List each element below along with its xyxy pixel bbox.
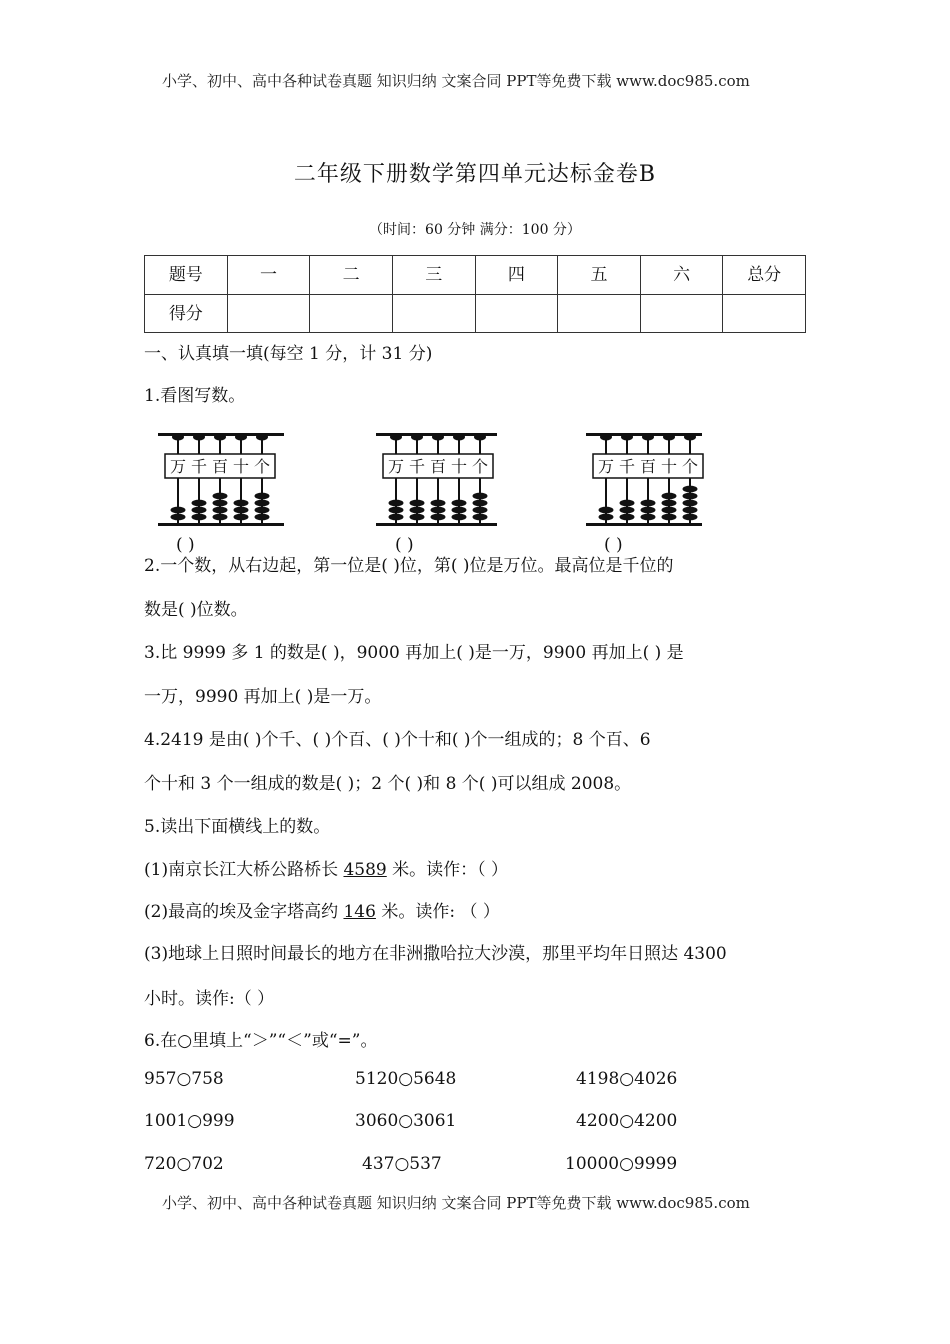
abacus-bead: [620, 507, 635, 514]
abacus-top-bead: [642, 434, 654, 441]
abacus-place-label: 万: [597, 457, 615, 476]
compare-item[interactable]: 957○758: [144, 1069, 224, 1089]
part-2-answer: 米。读作: （ ）: [375, 902, 500, 922]
abacus-figure-1: [150, 425, 290, 535]
abacus-top-bead: [235, 434, 247, 441]
question-3-line-2: 一万，9990 再加上( )是一万。: [144, 687, 382, 707]
score-cell: 三: [392, 256, 475, 295]
score-input-cell[interactable]: [310, 294, 393, 333]
score-input-cell[interactable]: [475, 294, 558, 333]
abacus-bead: [389, 514, 404, 521]
abacus-place-label: 千: [190, 457, 208, 476]
abacus-bead: [213, 507, 228, 514]
abacus-bead: [171, 514, 186, 521]
abacus-bead: [641, 500, 656, 507]
score-cell: 六: [640, 256, 723, 295]
part-1-answer: 米。读作：（ ）: [386, 860, 509, 880]
score-input-cell[interactable]: [558, 294, 641, 333]
abacus-bead: [410, 500, 425, 507]
abacus-place-label: 十: [450, 457, 468, 476]
abacus-answer-blank-2[interactable]: ( ): [395, 535, 414, 555]
score-cell: 五: [558, 256, 641, 295]
abacus-bottom-bar: [376, 523, 497, 526]
question-4-line-2: 个十和 3 个一组成的数是( )；2 个( )和 8 个( )可以组成 2008。: [144, 774, 632, 794]
score-cell: 四: [475, 256, 558, 295]
score-table-header-row: [145, 256, 806, 295]
question-2-line-2: 数是( )位数。: [144, 600, 248, 620]
abacus-bead: [255, 493, 270, 500]
abacus-place-label: 百: [211, 457, 229, 476]
abacus-bead: [234, 500, 249, 507]
abacus-place-label: 个: [471, 457, 489, 476]
abacus-bead: [213, 493, 228, 500]
abacus-answer-blank-1[interactable]: ( ): [176, 535, 195, 555]
abacus-top-bead: [193, 434, 205, 441]
abacus-figure-3: [578, 425, 708, 535]
abacus-bead: [683, 500, 698, 507]
abacus-answer-blank-3[interactable]: ( ): [604, 535, 623, 555]
abacus-bead: [213, 514, 228, 521]
question-1: 1.看图写数。: [144, 386, 246, 406]
page-header: 小学、初中、高中各种试卷真题 知识归纳 文案合同 PPT等免费下载 www.doc985.com: [162, 72, 750, 90]
section-heading: 一、认真填一填(每空 1 分，计 31 分): [144, 344, 433, 364]
score-cell: 总分: [723, 256, 806, 295]
part-2-text: (2)最高的埃及金字塔高约: [144, 902, 344, 922]
question-5-part-3-line-2: 小时。读作:（ ）: [144, 989, 275, 1009]
score-input-cell[interactable]: [723, 294, 806, 333]
score-cell: 题号: [145, 256, 228, 295]
abacus-bead: [662, 514, 677, 521]
abacus-bead: [620, 500, 635, 507]
abacus-bead: [662, 507, 677, 514]
abacus-top-bead: [390, 434, 402, 441]
abacus-bead: [171, 507, 186, 514]
compare-item[interactable]: 1001○999: [144, 1111, 235, 1131]
abacus-place-label: 十: [660, 457, 678, 476]
abacus-place-label: 万: [387, 457, 405, 476]
abacus-bead: [452, 507, 467, 514]
abacus-bead: [431, 514, 446, 521]
abacus-bead: [641, 514, 656, 521]
compare-item[interactable]: 4198○4026: [576, 1069, 678, 1089]
abacus-top-bead: [474, 434, 486, 441]
score-table: [144, 255, 806, 333]
abacus-bead: [683, 514, 698, 521]
abacus-bead: [389, 507, 404, 514]
abacus-place-label: 百: [639, 457, 657, 476]
abacus-bead: [410, 514, 425, 521]
abacus-bottom-bar: [586, 523, 702, 526]
abacus-bead: [192, 507, 207, 514]
abacus-bead: [599, 507, 614, 514]
abacus-bead: [683, 507, 698, 514]
score-cell: 得分: [145, 294, 228, 333]
abacus-bead: [452, 500, 467, 507]
abacus-place-label: 千: [618, 457, 636, 476]
abacus-place-label: 万: [169, 457, 187, 476]
score-input-cell[interactable]: [392, 294, 475, 333]
question-5-part-3-line-1: (3)地球上日照时间最长的地方在非洲撒哈拉大沙漠，那里平均年日照达 4300: [144, 944, 727, 964]
abacus-place-label: 个: [681, 457, 699, 476]
part-1-number: 4589: [343, 860, 387, 880]
abacus-bead: [473, 493, 488, 500]
compare-item[interactable]: 10000○9999: [565, 1154, 678, 1174]
abacus-top-bead: [453, 434, 465, 441]
part-2-number: 146: [343, 902, 376, 922]
abacus-bead: [599, 514, 614, 521]
abacus-top-bead: [600, 434, 612, 441]
abacus-bead: [473, 507, 488, 514]
abacus-bead: [683, 493, 698, 500]
score-input-cell[interactable]: [227, 294, 310, 333]
abacus-bead: [473, 514, 488, 521]
abacus-top-bead: [256, 434, 268, 441]
abacus-top-bead: [684, 434, 696, 441]
abacus-bead: [192, 500, 207, 507]
abacus-bead: [213, 500, 228, 507]
abacus-top-bead: [411, 434, 423, 441]
abacus-bead: [662, 500, 677, 507]
score-cell: 一: [227, 256, 310, 295]
abacus-bead: [620, 514, 635, 521]
question-6-title: 6.在○里填上“＞”“＜”或“=”。: [144, 1031, 378, 1051]
abacus-bead: [255, 500, 270, 507]
score-input-cell[interactable]: [640, 294, 723, 333]
score-cell: 二: [310, 256, 393, 295]
question-4-line-1: 4.2419 是由( )个千、( )个百、( )个十和( )个一组成的；8 个百、6: [144, 730, 651, 750]
compare-item[interactable]: 4200○4200: [576, 1111, 678, 1131]
compare-item[interactable]: 5120○5648: [355, 1069, 457, 1089]
abacus-bead: [389, 500, 404, 507]
question-2-line-1: 2.一个数，从右边起，第一位是( )位，第( )位是万位。最高位是千位的: [144, 556, 674, 576]
abacus-place-label: 十: [232, 457, 250, 476]
abacus-bead: [192, 514, 207, 521]
compare-item[interactable]: 3060○3061: [355, 1111, 457, 1131]
part-1-text: (1)南京长江大桥公路桥长: [144, 860, 344, 880]
question-5-part-2: [144, 897, 500, 922]
abacus-top-bead: [172, 434, 184, 441]
compare-item[interactable]: 720○702: [144, 1154, 224, 1174]
abacus-top-bead: [663, 434, 675, 441]
score-table-score-row: [145, 294, 806, 333]
abacus-place-label: 千: [408, 457, 426, 476]
page-footer: 小学、初中、高中各种试卷真题 知识归纳 文案合同 PPT等免费下载 www.doc985.com: [162, 1194, 750, 1212]
compare-item[interactable]: 437○537: [362, 1154, 442, 1174]
question-3-line-1: 3.比 9999 多 1 的数是( )，9000 再加上( )是一万，9900 再加上( ) 是: [144, 643, 684, 663]
abacus-bead: [234, 514, 249, 521]
abacus-bead: [683, 486, 698, 493]
abacus-bead: [255, 514, 270, 521]
question-5-part-1: [144, 855, 508, 880]
abacus-top-bead: [214, 434, 226, 441]
abacus-top-bead: [621, 434, 633, 441]
exam-info: （时间：60 分钟 满分：100 分）: [369, 222, 581, 238]
abacus-top-bead: [432, 434, 444, 441]
abacus-place-label: 个: [253, 457, 271, 476]
abacus-bead: [641, 507, 656, 514]
page-title: 二年级下册数学第四单元达标金卷B: [293, 162, 657, 187]
abacus-figure-2: [368, 425, 503, 535]
question-5-title: 5.读出下面横线上的数。: [144, 817, 331, 837]
abacus-bead: [255, 507, 270, 514]
abacus-bead: [452, 514, 467, 521]
abacus-bottom-bar: [158, 523, 284, 526]
abacus-bead: [431, 507, 446, 514]
abacus-place-label: 百: [429, 457, 447, 476]
abacus-bead: [662, 493, 677, 500]
abacus-bead: [431, 500, 446, 507]
abacus-bead: [473, 500, 488, 507]
abacus-bead: [410, 507, 425, 514]
abacus-bead: [234, 507, 249, 514]
